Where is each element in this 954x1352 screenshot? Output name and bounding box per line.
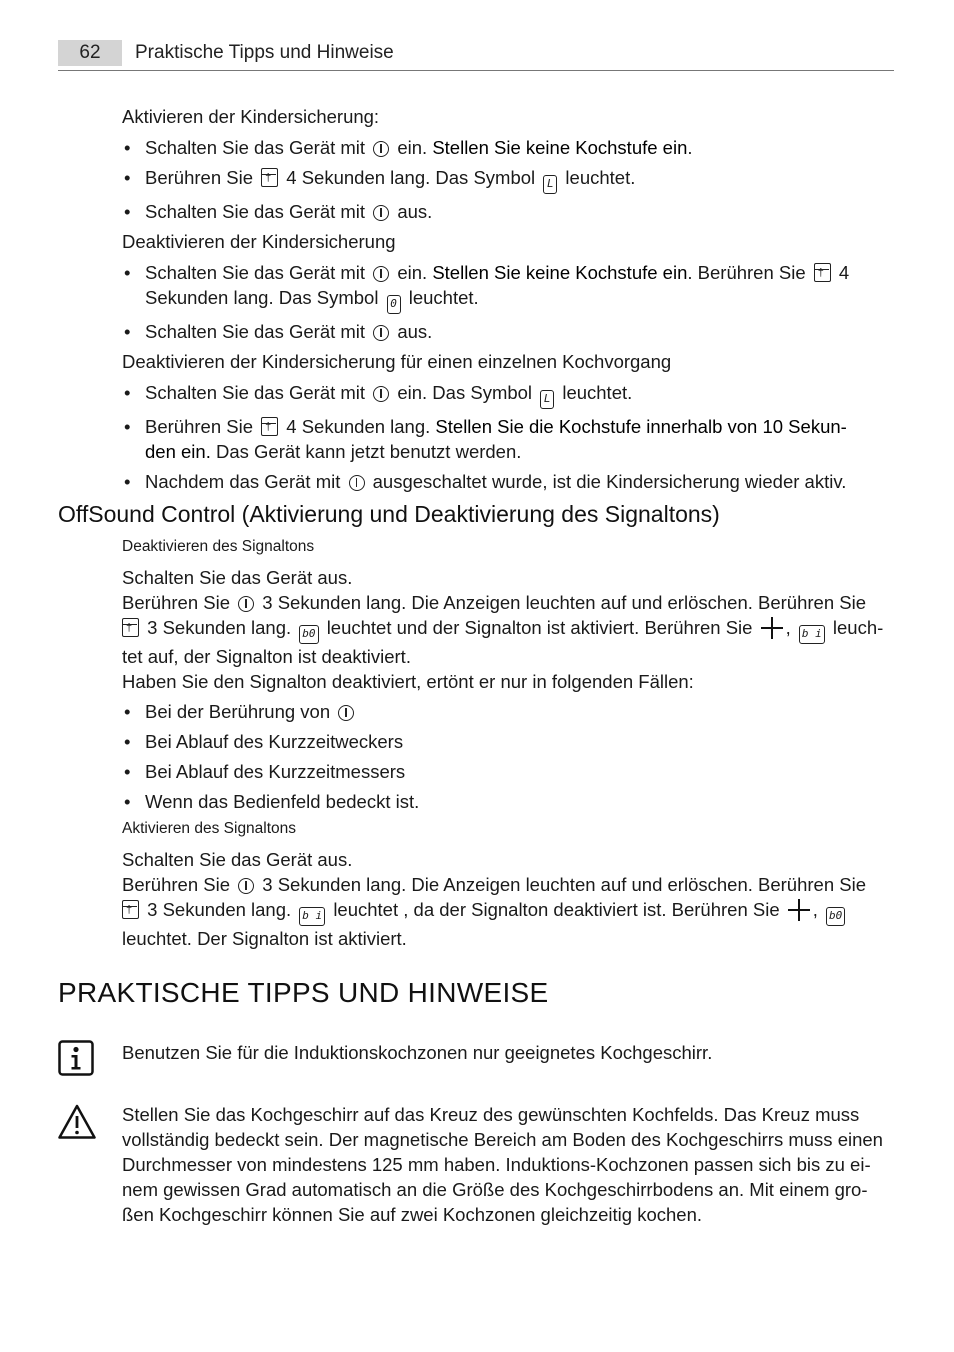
list-item — [122, 380, 894, 409]
line-text: 3 Sekunden lang. — [147, 899, 292, 920]
line-text: 3 Sekunden lang. Die Anzeigen leuchten auf und erlöschen. Berühren Sie — [262, 592, 866, 613]
lock-icon — [261, 417, 278, 436]
display-L-icon: L — [543, 175, 557, 194]
paragraph-line: Haben Sie den Signalton deaktiviert, ertönt er nur in folgenden Fällen: — [122, 671, 694, 692]
step-text: leuchtet. — [562, 382, 633, 403]
paragraph-line: Stellen Sie das Kochgeschirr auf das Kreuz des gewünschten Kochfelds. Das Kreuz muss — [122, 1104, 860, 1125]
step-text: 4 Sekunden lang. Das Symbol — [286, 167, 536, 188]
signal-cases-list — [122, 699, 894, 814]
step-text: aus. — [397, 321, 433, 342]
list-item — [122, 699, 894, 724]
step-text: . Berühren Sie — [687, 262, 806, 283]
step-emphasis: Stellen Sie keine Kochstufe ein — [432, 137, 688, 158]
step-emphasis: Stellen Sie die Kochstufe innerhalb von 10 Sekun- — [435, 416, 847, 437]
step-text: Das Gerät kann jetzt benutzt werden. — [215, 441, 522, 462]
line-text: Berühren Sie — [122, 592, 230, 613]
display-off-icon: b i — [799, 625, 825, 644]
line-text: 3 Sekunden lang. Die Anzeigen leuchten auf und erlöschen. Berühren Sie — [262, 874, 866, 895]
list-item — [122, 414, 894, 464]
paragraph-line: tet auf, der Signalton ist deaktiviert. — [122, 646, 411, 667]
list-item: • Bei Ablauf des Kurzzeitmessers — [122, 759, 894, 784]
lock-icon — [814, 263, 831, 282]
lock-icon — [122, 900, 139, 919]
paragraph-line: Durchmesser von mindestens 125 mm haben. Induktions-Kochzonen passen sich bis zu ei- — [122, 1154, 871, 1175]
plus-icon — [788, 901, 810, 919]
paragraph-line — [122, 590, 894, 615]
activate-signal-label: Aktivieren des Signaltons — [122, 820, 297, 837]
step-text: Schalten Sie das Gerät mit — [145, 137, 366, 158]
step-text: Schalten Sie das Gerät mit — [145, 201, 366, 222]
page-number: 62 — [58, 40, 122, 66]
list-item: • Schalten Sie das Gerät mit ein. Stellen Sie keine Kochstufe ein. — [122, 135, 894, 160]
list-item — [122, 165, 894, 194]
line-text: , — [785, 617, 791, 638]
deactivate-child-lock-steps — [122, 260, 894, 344]
single-cooking-steps — [122, 380, 894, 494]
display-on-icon: b0 — [826, 907, 845, 926]
list-item — [122, 199, 894, 224]
line-text: leuch- — [832, 617, 884, 638]
lock-icon — [122, 618, 139, 637]
tips-heading: PRAKTISCHE TIPPS UND HINWEISE — [58, 977, 549, 1008]
offsound-section — [122, 537, 894, 951]
deactivate-signal-label: Deaktivieren des Signaltons — [122, 538, 315, 555]
power-icon — [238, 596, 254, 612]
child-lock-section — [122, 104, 894, 499]
warning-icon — [58, 1104, 96, 1140]
paragraph-line: vollständig bedeckt sein. Der magnetische Bereich am Boden des Kochgeschirrs muss einen — [122, 1129, 883, 1150]
lock-icon — [261, 168, 278, 187]
power-icon — [373, 266, 389, 282]
paragraph-line — [122, 615, 894, 644]
display-off-icon: b i — [299, 907, 325, 926]
step-text: Schalten Sie das Gerät mit — [145, 262, 366, 283]
single-cooking-heading: Deaktivieren der Kindersicherung für einen einzelnen Kochvorgang — [122, 351, 672, 372]
line-text: 3 Sekunden lang. — [147, 617, 292, 638]
offsound-heading: OffSound Control (Aktivierung und Deaktivierung des Signaltons) — [58, 501, 720, 527]
activate-child-lock-steps — [122, 135, 894, 224]
paragraph-line: leuchtet. Der Signalton ist aktiviert. — [122, 928, 407, 949]
case-text: Bei der Berührung von — [145, 701, 331, 722]
paragraph-line — [122, 897, 894, 926]
step-text: Berühren Sie — [145, 167, 253, 188]
step-text: aus. — [397, 201, 433, 222]
list-item — [122, 469, 894, 494]
warning-note — [122, 1102, 894, 1227]
paragraph-line: Schalten Sie das Gerät aus. — [122, 567, 353, 588]
info-icon — [58, 1040, 94, 1076]
list-item — [122, 319, 894, 344]
power-icon — [349, 475, 365, 491]
header-rule — [58, 70, 894, 71]
step-text: ein. — [397, 137, 428, 158]
paragraph-line: nem gewissen Grad automatisch an die Größe des Kochgeschirrbodens an. Mit einem gro- — [122, 1179, 868, 1200]
step-text: 4 Sekunden lang. — [286, 416, 431, 437]
step-text: Berühren Sie — [145, 416, 253, 437]
step-emphasis: den ein. — [145, 441, 211, 462]
step-text: ein. Das Symbol — [397, 382, 533, 403]
list-item — [122, 260, 894, 314]
deactivate-child-lock-heading: Deaktivieren der Kindersicherung — [122, 231, 396, 252]
paragraph-line: ßen Kochgeschirr können Sie auf zwei Kochzonen gleichzeitig kochen. — [122, 1204, 703, 1225]
step-text: ein. — [397, 262, 428, 283]
line-text: Berühren Sie — [122, 874, 230, 895]
power-icon — [373, 141, 389, 157]
step-text: 4 — [838, 262, 850, 283]
running-title: Praktische Tipps und Hinweise — [135, 42, 394, 63]
display-0-icon: 0 — [387, 295, 401, 314]
power-icon — [373, 205, 389, 221]
step-text: leuchtet. — [565, 167, 636, 188]
power-icon — [373, 386, 389, 402]
step-text: Sekunden lang. Das Symbol — [145, 287, 379, 308]
step-text: Nachdem das Gerät mit — [145, 471, 341, 492]
info-note: Benutzen Sie für die Induktionskochzonen nur geeignetes Kochgeschirr. — [122, 1042, 713, 1063]
step-text: leuchtet. — [408, 287, 479, 308]
power-icon — [373, 325, 389, 341]
paragraph-line: Schalten Sie das Gerät aus. — [122, 849, 353, 870]
plus-icon — [761, 619, 783, 637]
line-text: , — [812, 899, 818, 920]
display-L-icon: L — [540, 390, 554, 409]
display-on-icon: b0 — [299, 625, 318, 644]
page-header — [58, 40, 894, 70]
step-text: ausgeschaltet wurde, ist die Kindersicherung wieder aktiv. — [372, 471, 847, 492]
activate-child-lock-heading: Aktivieren der Kindersicherung: — [122, 106, 380, 127]
step-emphasis: Stellen Sie keine Kochstufe ein — [432, 262, 688, 283]
list-item: • Bei Ablauf des Kurzzeitweckers — [122, 729, 894, 754]
line-text: leuchtet und der Signalton ist aktiviert. Berühren Sie — [326, 617, 753, 638]
line-text: leuchtet , da der Signalton deaktiviert ist. Berühren Sie — [333, 899, 780, 920]
power-icon — [338, 705, 354, 721]
power-icon — [238, 878, 254, 894]
step-text: Schalten Sie das Gerät mit — [145, 382, 366, 403]
list-item: • Wenn das Bedienfeld bedeckt ist. — [122, 789, 894, 814]
step-text: Schalten Sie das Gerät mit — [145, 321, 366, 342]
paragraph-line — [122, 872, 894, 897]
